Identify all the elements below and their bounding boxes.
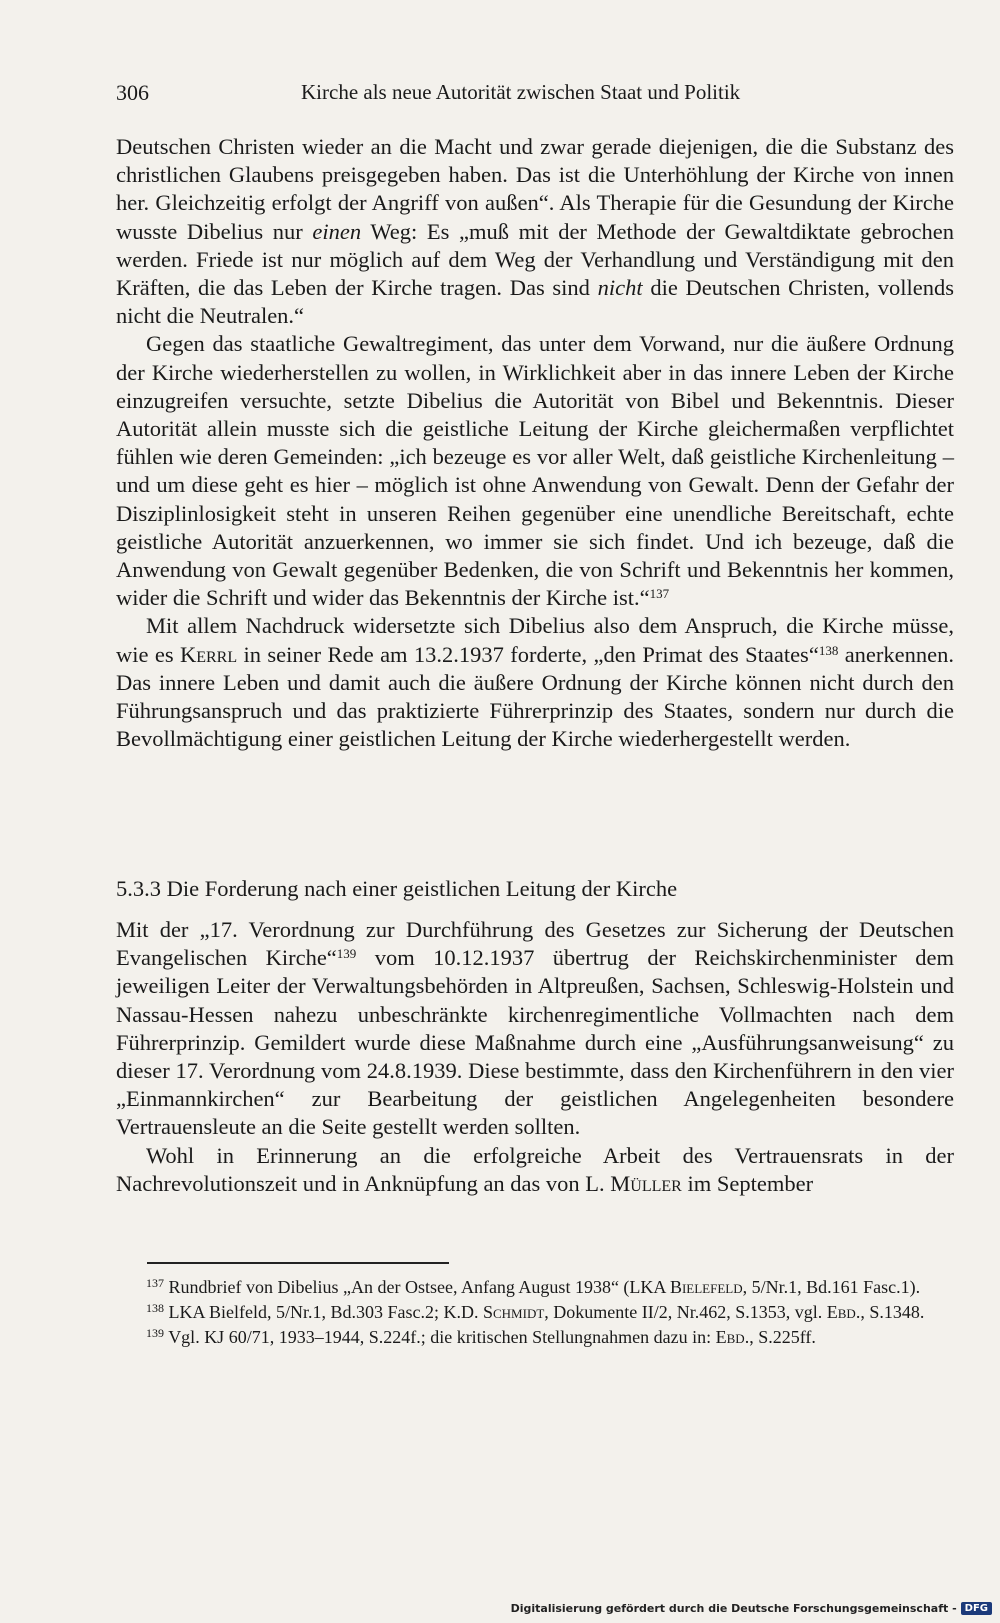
footnote-137: $^{137}$ Rundbrief von Dibelius „An der Ostsee, Anfang August 1938“ (LKA Bielefeld, 5/Nr.1, Bd.161 Fasc.1). [146,1276,921,1297]
footnote-ref-137: 137 [649,586,670,602]
section-heading: 5.3.3 Die Forderung nach einer geistlichen Leitung der Kirche [116,876,678,901]
name-muller: Müller [610,1170,682,1196]
credit-text: Digitalisierung gefördert durch die Deutsche Forschungsgemeinschaft - [510,1601,957,1615]
paragraph-3: Mit allem Nachdruck widersetzte sich Dibelius also dem Anspruch, die Kirche müsse, wie es Kerrl in seiner Rede am 13.2.1937 forderte, „den Primat des Staates“$^{138}$ anerkennen. Das innere Leben und damit auch die äußere Ordnung der Kirche können nicht durch den Führungsanspruch und das praktizierte Führerprinzip des Staates, sondern nur durch die Bevollmächtigung einer geistlichen Leitung der Kirche wiederhergestellt werden. [116,613,955,752]
paragraph-1: Deutschen Christen wieder an die Macht und zwar gerade diejenigen, die die Substanz des christlichen Glaubens preisgegeben haben. Das ist die Unterhöhlung der Kirche von innen her. Gleichzeitig erfolgt der Angriff von außen“. Als Therapie für die Gesundung der Kirche wusste Dibelius nur einen Weg: Es „muß mit der Methode der Gewaltdiktate gebrochen werden. Friede ist nur möglich auf dem Weg der Verhandlung und Verständigung mit den Kräften, die das Leben der Kirche tragen. Das sind nicht die Deutschen Christen, vollends nicht die Neutralen.“ [116,134,955,329]
footnotes [116,1275,954,1350]
paragraph-5: Wohl in Erinnerung an die erfolgreiche Arbeit des Vertrauensrats in der Nachrevolutionszeit und in Anknüpfung an das von L. Müller im September [116,1142,954,1196]
paragraph-2: Gegen das staatliche Gewaltregiment, das unter dem Vorwand, nur die äußere Ordnung der Kirche wiederherstellen zu wollen, in Wirklichkeit aber in das innere Leben der Kirche einzugreifen versuchte, setzte Dibelius die Autorität von Bibel und Bekenntnis. Dieser Autorität allein musste sich die geistliche Leitung der Kirche gleichermaßen verpflichtet fühlen wie deren Gemeinden: „ich bezeuge es vor aller Welt, daß geistliche Kirchenleitung – und um diese geht es hier – möglich ist ohne Anwendung von Gewalt. Denn der Gefahr der Disziplinlosigkeit steht in unseren Reihen gegenüber eine unendliche Bereitschaft, echte geistliche Autorität anzuerkennen, wo immer sie sich findet. Und ich bezeuge, daß die Anwendung von Gewalt gegenüber Bedenken, die von Schrift und Bekenntnis her kommen, wider die Schrift und wider das Bekenntnis der Kirche ist.“$^{137}$ [116,331,954,611]
page-number: 306 [116,80,149,105]
paragraph-4: Mit der „17. Verordnung zur Durchführung des Gesetzes zur Sicherung der Deutschen Evangelischen Kirche“$^{139}$ vom 10.12.1937 übertrug der Reichskirchenminister dem jeweiligen Leiter der Verwaltungsbehörden in Altpreußen, Sachsen, Schleswig-Holstein und Nassau-Hessen nahezu unbeschränkte kirchenregimentliche Vollmachten nach dem Führerprinzip. Gemildert wurde diese Maßnahme durch eine „Ausführungsanweisung“ zu dieser 17. Verordnung vom 24.8.1939. Diese bestimmte, dass den Kirchenführern in den vier „Einmannkirchen“ zur Bearbeitung der geistlichen Angelegenheiten besondere Vertrauensleute an die Seite gestellt werden sollten. [116,917,955,1140]
name-kerrl: Kerrl [179,641,238,667]
digitization-credit [511,1599,992,1617]
footnote-139: $^{139}$ Vgl. KJ 60/71, 1933–1944, S.224f.; die kritischen Stellungnahmen dazu in: Ebd., S.225ff. [146,1326,816,1347]
emphasis-einen: einen [312,218,362,244]
page-header [116,80,954,112]
running-title: Kirche als neue Autorität zwischen Staat und Politik [301,80,741,104]
emphasis-nicht: nicht [597,275,643,301]
dfg-logo-icon: DFG [961,1602,992,1615]
footnote-ref-138: 138 [818,642,839,658]
body-text-block-1 [116,133,954,753]
body-text-block-2 [116,916,954,1198]
footnote-rule [147,1262,449,1264]
footnote-ref-139: 139 [336,946,357,962]
footnote-138: $^{138}$ LKA Bielfeld, 5/Nr.1, Bd.303 Fasc.2; K.D. Schmidt, Dokumente II/2, Nr.462, S.1353, vgl. Ebd., S.1348. [146,1301,925,1322]
